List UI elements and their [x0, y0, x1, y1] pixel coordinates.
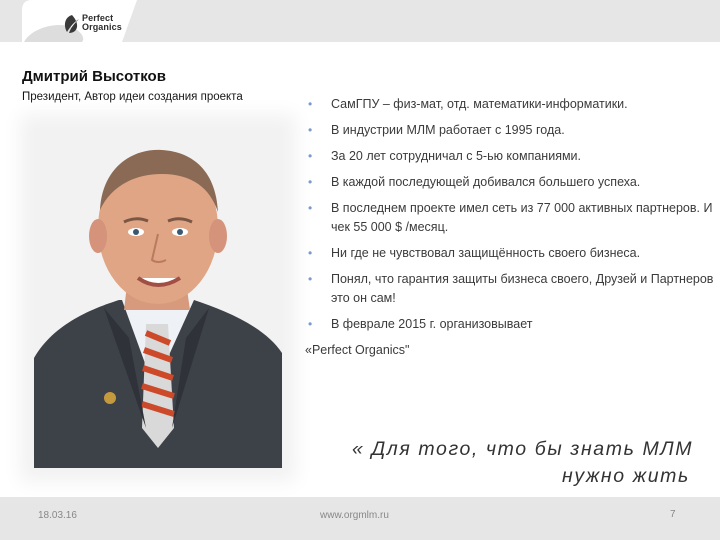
logo-line1: Perfect: [82, 13, 114, 23]
person-name: Дмитрий Высотков: [22, 68, 166, 85]
footer-bar: [0, 497, 720, 540]
bullet-item: • В феврале 2015 г. организовывает: [305, 315, 715, 334]
bio-bullet-list: [305, 95, 715, 367]
bullet-item: • В каждой последующей добивался большего успеха.: [305, 173, 715, 192]
person-role: Президент, Автор идеи создания проекта: [22, 91, 243, 103]
bullet-item: • За 20 лет сотрудничал с 5-ью компаниями.: [305, 147, 715, 166]
company-line: «Perfect Organics": [305, 343, 410, 357]
logo-text: [82, 14, 122, 32]
bullet-item: • В индустрии МЛМ работает с 1995 года.: [305, 121, 715, 140]
bullet-item: • В последнем проекте имел сеть из 77 000 активных партнеров. И чек 55 000 $ /месяц.: [305, 199, 715, 237]
quote-line2: нужно жить: [562, 465, 690, 487]
footer-date: 18.03.16: [38, 510, 77, 521]
page-number: 7: [670, 509, 676, 520]
bullet-item: • СамГПУ – физ-мат, отд. математики-информатики.: [305, 95, 715, 114]
quote: [352, 436, 720, 490]
bullet-item: • Ни где не чувствовал защищённость своего бизнеса.: [305, 244, 715, 263]
top-bar: [0, 0, 720, 42]
quote-line1: « Для того, что бы знать МЛМ: [352, 438, 694, 460]
bullet-item: • Понял, что гарантия защиты бизнеса своего, Друзей и Партнеров это он сам!: [305, 270, 715, 308]
leaf-logo-icon: [62, 13, 82, 35]
portrait-photo: [34, 128, 282, 468]
footer-url: www.orgmlm.ru: [320, 510, 389, 521]
logo-line2: Organics: [82, 22, 122, 32]
